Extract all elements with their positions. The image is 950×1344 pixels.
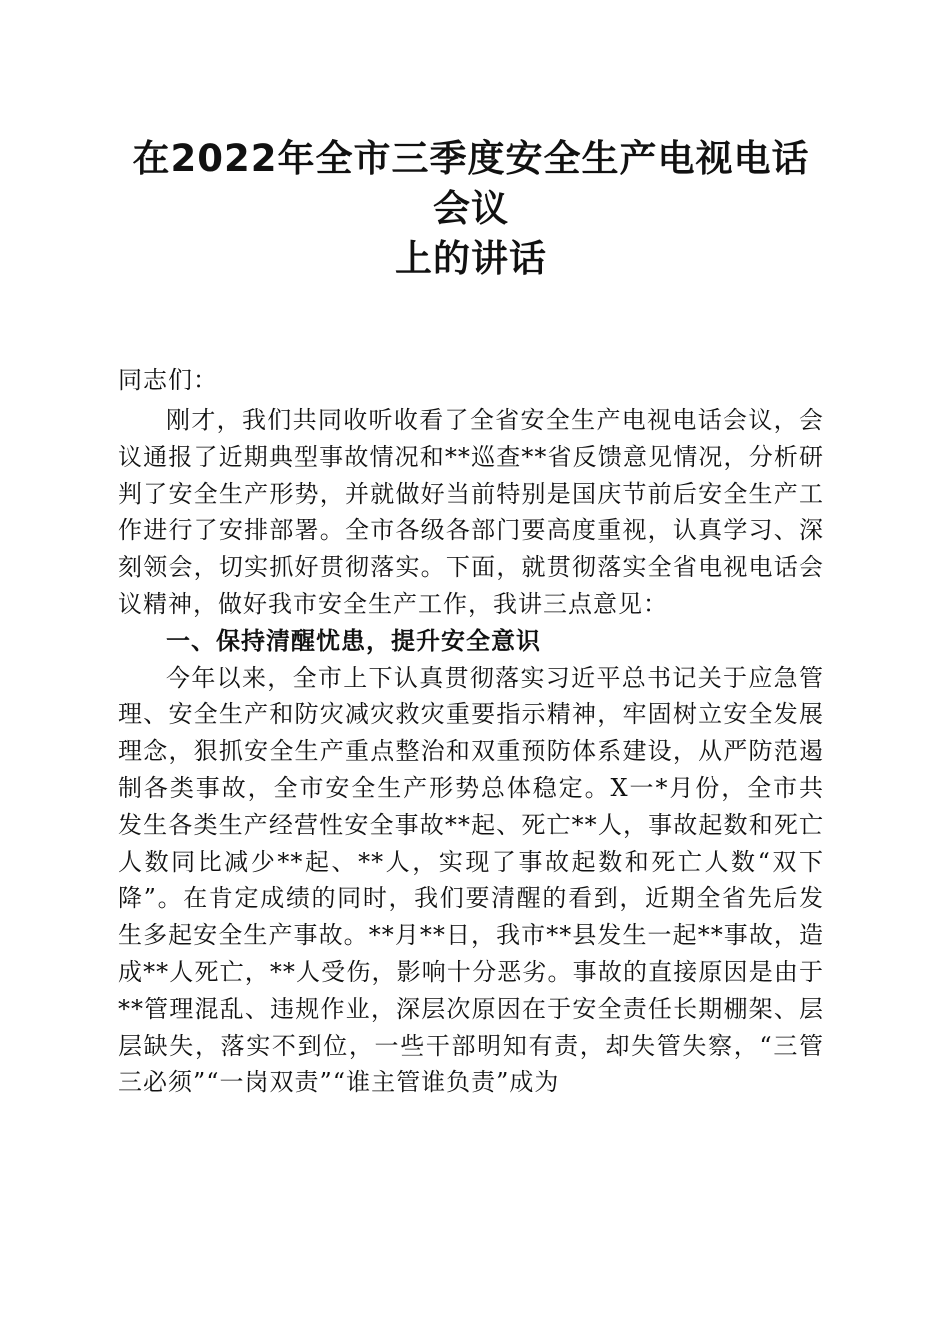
section-heading-1: 一、保持清醒忧患，提升安全意识 (166, 626, 541, 655)
document-page (118, 134, 824, 1101)
paragraph-section-1: 今年以来，全市上下认真贯彻落实习近平总书记关于应急管理、安全生产和防灾减灾救灾重要指示精神，牢固树立安全发展理念，狠抓安全生产重点整治和双重预防体系建设，从严防范遏制各类事故，全市安全生产形势总体稳定。X一*月份，全市共发生各类生产经营性安全事故**起、死亡**人，事故起数和死亡人数同比减少**起、**人，实现了事故起数和死亡人数“双下降”。在肯定成绩的同时，我们要清醒的看到，近期全省先后发生多起安全生产事故。**月**日，我市**县发生一起**事故，造成**人死亡，**人受伤，影响十分恶劣。事故的直接原因是由于**管理混乱、违规作业，深层次原因在于安全责任长期棚架、层层缺失，落实不到位，一些干部明知有责，却失管失察，“三管三必须”“一岗双责”“谁主管谁负责”成为 (118, 663, 824, 1097)
paragraph-intro: 刚才，我们共同收听收看了全省安全生产电视电话会议，会议通报了近期典型事故情况和**巡查**省反馈意见情况，分析研判了安全生产形势，并就做好当前特别是国庆节前后安全生产工作进行了安排部署。全市各级各部门要高度重视，认真学习、深刻领会，切实抓好贯彻落实。下面，就贯彻落实全省电视电话会议精神，做好我市安全生产工作，我讲三点意见： (118, 406, 824, 618)
title-line-1: 在2022年全市三季度安全生产电视电话会议 (132, 137, 810, 230)
title-line-2: 上的讲话 (395, 237, 547, 280)
document-title (118, 134, 824, 284)
salutation: 同志们： (118, 366, 218, 394)
